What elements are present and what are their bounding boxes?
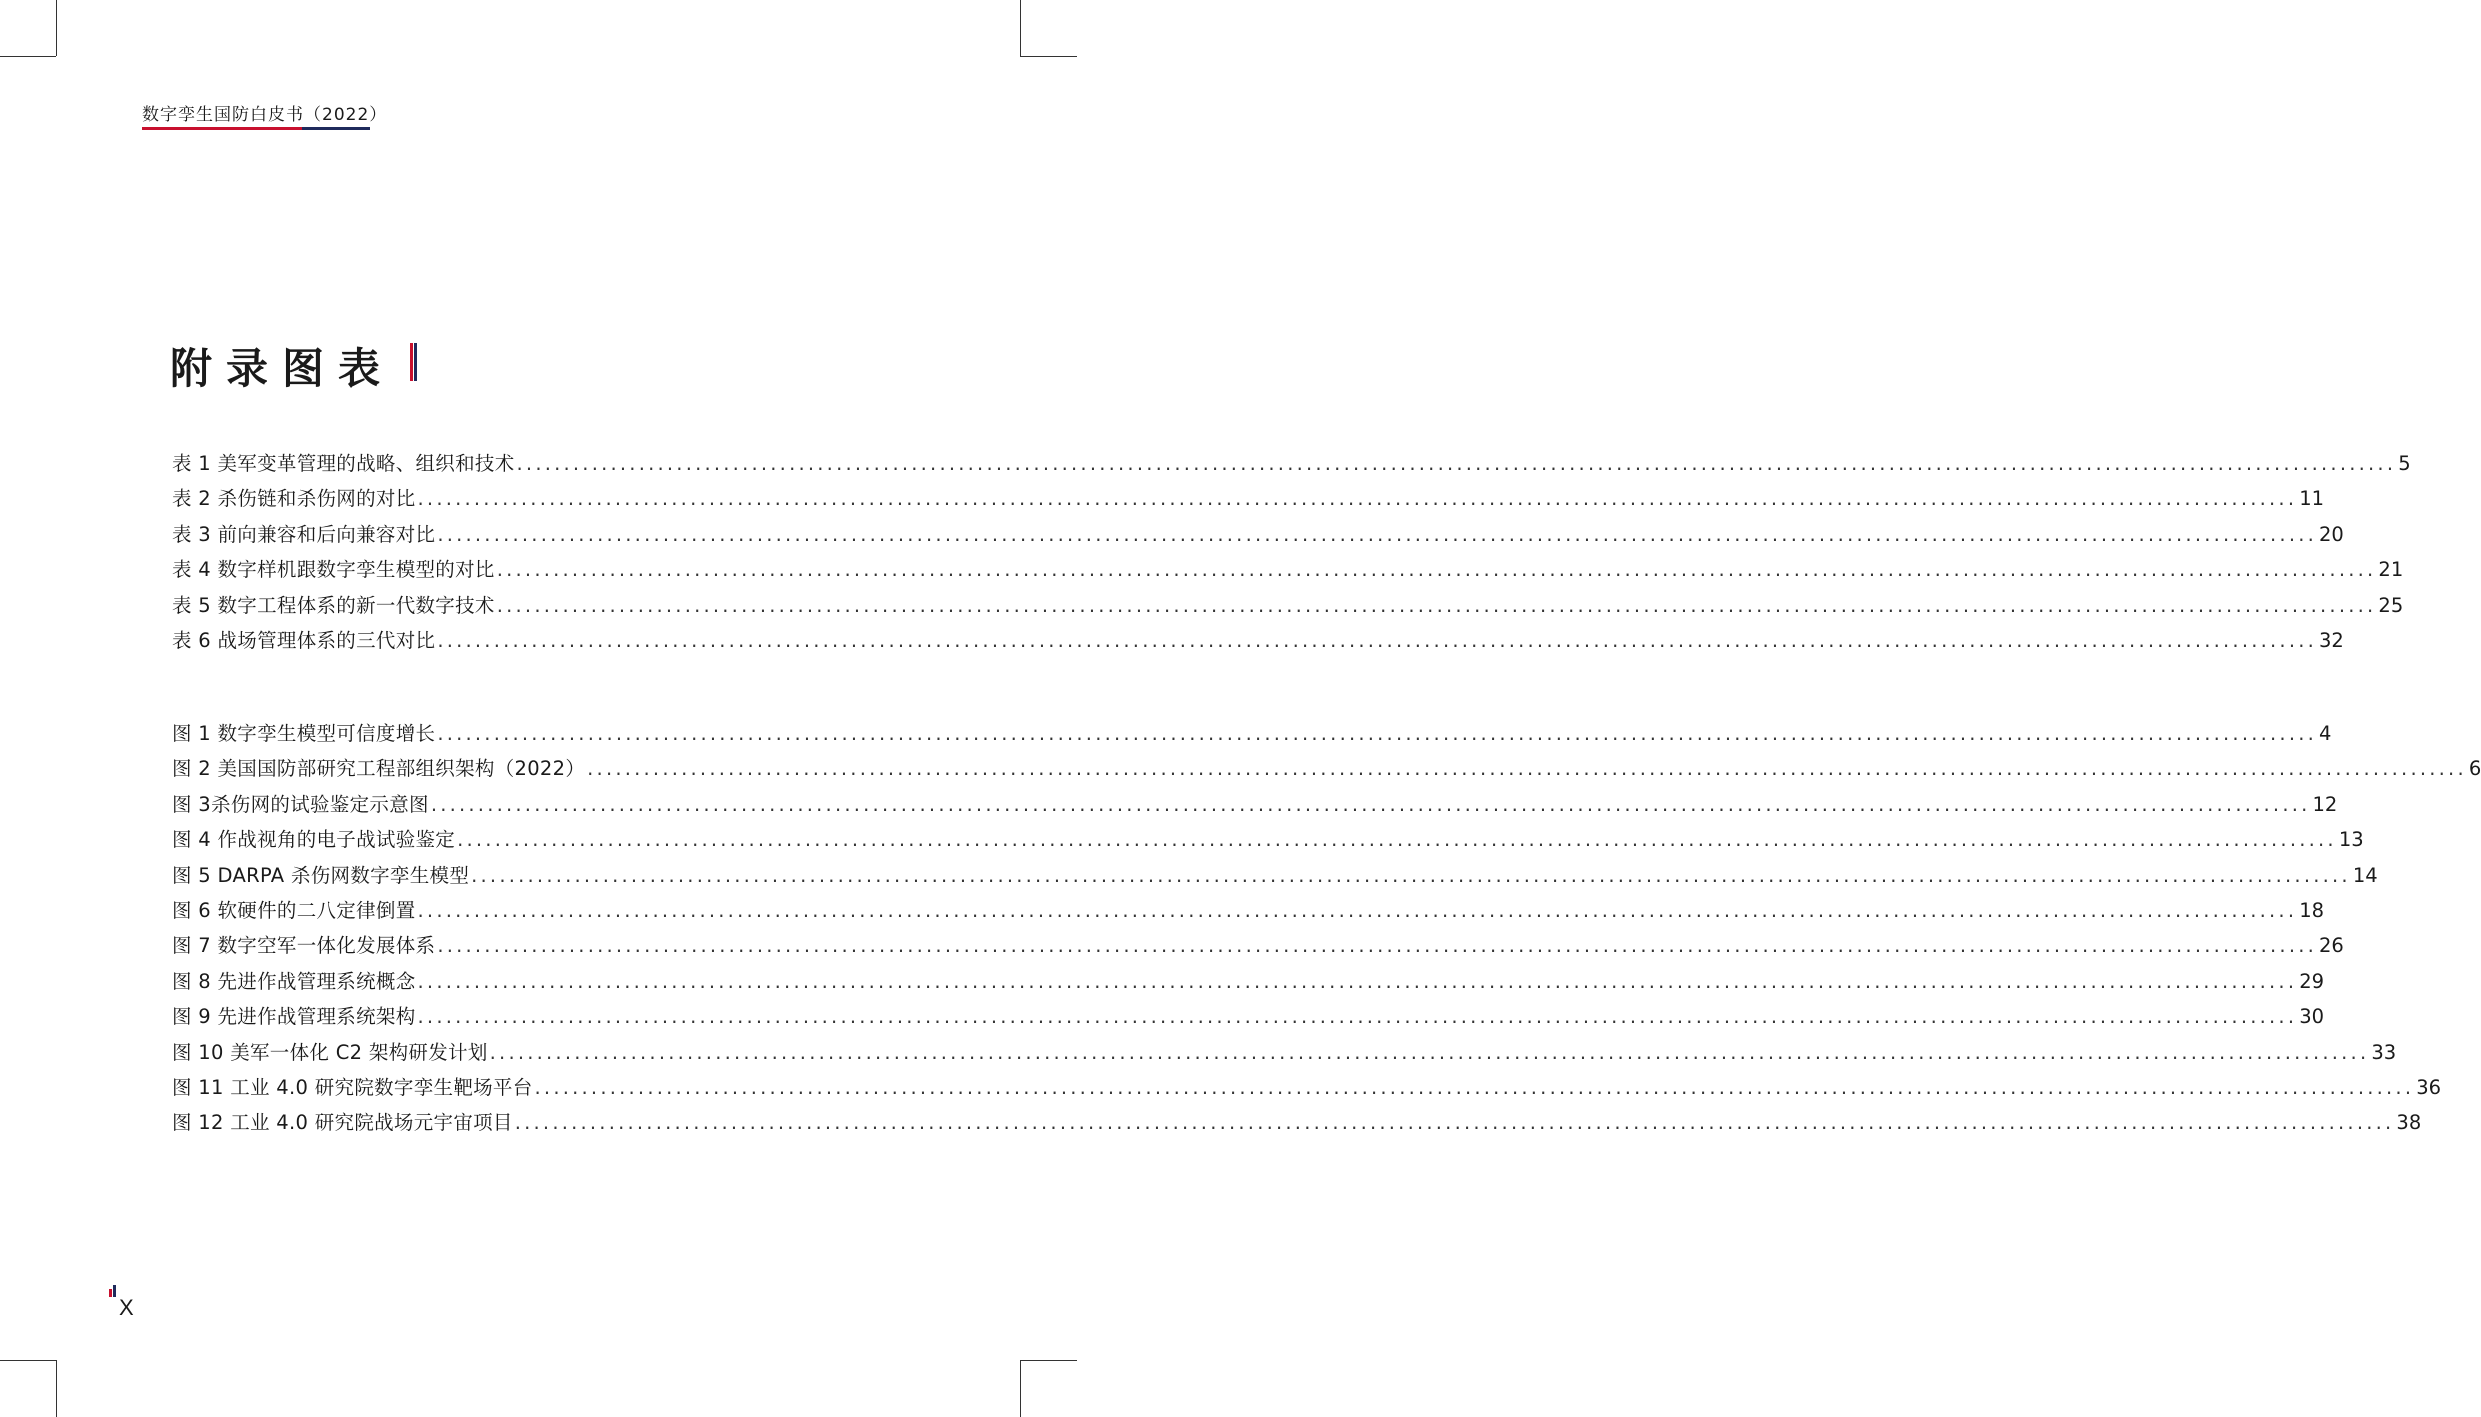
dot-leader: ........................................................................................................................................................................................................	[496, 558, 2377, 582]
marker-bar-red	[109, 1289, 112, 1297]
table-entry-page-number: 11	[2299, 487, 2325, 511]
dot-leader: ........................................................................................................................................................................................................	[417, 969, 2298, 993]
figure-entry[interactable]	[172, 895, 2325, 930]
dot-leader: ........................................................................................................................................................................................................	[471, 863, 2351, 887]
crop-mark-bottom-left	[0, 1360, 56, 1361]
table-entry[interactable]	[172, 483, 2325, 518]
header-rule-red	[142, 127, 302, 130]
figure-entry[interactable]	[172, 824, 2364, 859]
figure-entry-page-number: 30	[2299, 1005, 2325, 1029]
figure-entry-label: 图 3杀伤网的试验鉴定示意图	[172, 792, 429, 816]
figure-entry[interactable]	[172, 1001, 2325, 1036]
dot-leader: ........................................................................................................................................................................................................	[437, 628, 2318, 652]
dot-leader: ........................................................................................................................................................................................................	[516, 452, 2397, 475]
figure-entry-label: 图 5 DARPA 杀伤网数字孪生模型	[172, 863, 470, 887]
title-accent-navy-bar	[414, 343, 417, 381]
figure-entry[interactable]	[172, 930, 2344, 965]
figure-entry-label: 图 4 作战视角的电子战试验鉴定	[172, 828, 456, 852]
figure-entry-label: 图 12 工业 4.0 研究院战场元宇宙项目	[172, 1111, 513, 1135]
figure-entry-page-number: 36	[2416, 1075, 2442, 1099]
figure-entry[interactable]	[172, 1107, 2422, 1142]
dot-leader: ........................................................................................................................................................................................................	[437, 934, 2318, 958]
figure-entry-page-number: 13	[2338, 828, 2364, 852]
figure-entry-label: 图 2 美国国防部研究工程部组织架构（2022）	[172, 757, 586, 781]
dot-leader: ........................................................................................................................................................................................................	[496, 593, 2377, 617]
dot-leader: ........................................................................................................................................................................................................	[587, 757, 2467, 781]
title-accent-red-bar	[410, 343, 413, 381]
figure-entry-label: 图 8 先进作战管理系统概念	[172, 969, 416, 993]
crop-mark-top-left	[56, 0, 57, 56]
table-entry-page-number: 20	[2319, 522, 2344, 546]
table-entry-label: 表 1 美军变革管理的战略、组织和技术	[172, 452, 515, 475]
header-rule-navy	[302, 127, 370, 130]
table-list	[172, 448, 2411, 660]
figure-entry-page-number: 14	[2352, 863, 2378, 887]
figure-entry-page-number: 18	[2299, 898, 2325, 922]
running-header-title: 数字孪生国防白皮书（2022）	[142, 105, 388, 125]
table-entry-label: 表 3 前向兼容和后向兼容对比	[172, 522, 436, 546]
dot-leader: ........................................................................................................................................................................................................	[514, 1111, 2395, 1135]
page-title: 附录图表	[170, 344, 395, 393]
table-entry[interactable]	[172, 590, 2404, 625]
crop-mark-top-right	[1020, 56, 1077, 57]
figure-entry-label: 图 7 数字空军一体化发展体系	[172, 934, 436, 958]
table-entry-page-number: 21	[2378, 558, 2404, 582]
figure-entry[interactable]	[172, 966, 2325, 1001]
figure-entry[interactable]	[172, 753, 2481, 788]
dot-leader: ........................................................................................................................................................................................................	[534, 1075, 2415, 1099]
table-entry-label: 表 6 战场管理体系的三代对比	[172, 628, 436, 652]
figure-entry-page-number: 29	[2299, 969, 2325, 993]
figure-entry-label: 图 6 软硬件的二八定律倒置	[172, 898, 416, 922]
crop-mark-bottom-right	[1020, 1360, 1021, 1417]
figure-entry[interactable]	[172, 1072, 2442, 1107]
table-entry-label: 表 2 杀伤链和杀伤网的对比	[172, 487, 416, 511]
dot-leader: ........................................................................................................................................................................................................	[437, 722, 2318, 745]
figure-entry-page-number: 33	[2371, 1040, 2397, 1064]
table-entry[interactable]	[172, 625, 2344, 660]
dot-leader: ........................................................................................................................................................................................................	[457, 828, 2337, 852]
figure-entry-page-number: 4	[2319, 722, 2332, 745]
figure-list	[172, 718, 2481, 1143]
figure-entry-label: 图 1 数字孪生模型可信度增长	[172, 722, 436, 745]
figure-entry[interactable]	[172, 789, 2338, 824]
figure-entry-page-number: 12	[2312, 792, 2338, 816]
figure-entry-label: 图 11 工业 4.0 研究院数字孪生靶场平台	[172, 1075, 533, 1099]
dot-leader: ........................................................................................................................................................................................................	[489, 1040, 2370, 1064]
dot-leader: ........................................................................................................................................................................................................	[437, 522, 2318, 546]
table-entry-page-number: 5	[2398, 452, 2411, 475]
table-entry[interactable]	[172, 448, 2411, 483]
figure-entry-page-number: 38	[2396, 1111, 2422, 1135]
table-entry[interactable]	[172, 519, 2344, 554]
crop-mark-top-right	[1020, 0, 1021, 56]
crop-mark-bottom-right	[1020, 1360, 1077, 1361]
figure-entry-label: 图 10 美军一体化 C2 架构研发计划	[172, 1040, 488, 1064]
figure-entry-label: 图 9 先进作战管理系统架构	[172, 1005, 416, 1029]
dot-leader: ........................................................................................................................................................................................................	[417, 1005, 2298, 1029]
figure-entry[interactable]	[172, 860, 2378, 895]
marker-bar-navy	[113, 1285, 116, 1297]
table-entry-label: 表 5 数字工程体系的新一代数字技术	[172, 593, 495, 617]
figure-entry-page-number: 26	[2319, 934, 2344, 958]
dot-leader: ........................................................................................................................................................................................................	[430, 792, 2311, 816]
page-number: X	[119, 1295, 134, 1320]
table-entry-label: 表 4 数字样机跟数字孪生模型的对比	[172, 558, 495, 582]
table-entry-page-number: 25	[2378, 593, 2404, 617]
figure-entry[interactable]	[172, 718, 2332, 753]
crop-mark-top-left	[0, 56, 56, 57]
figure-entry-page-number: 6	[2468, 757, 2481, 781]
crop-mark-bottom-left	[56, 1360, 57, 1417]
dot-leader: ........................................................................................................................................................................................................	[417, 898, 2298, 922]
table-entry-page-number: 32	[2319, 628, 2344, 652]
figure-entry[interactable]	[172, 1037, 2397, 1072]
table-entry[interactable]	[172, 554, 2404, 589]
dot-leader: ........................................................................................................................................................................................................	[417, 487, 2298, 511]
